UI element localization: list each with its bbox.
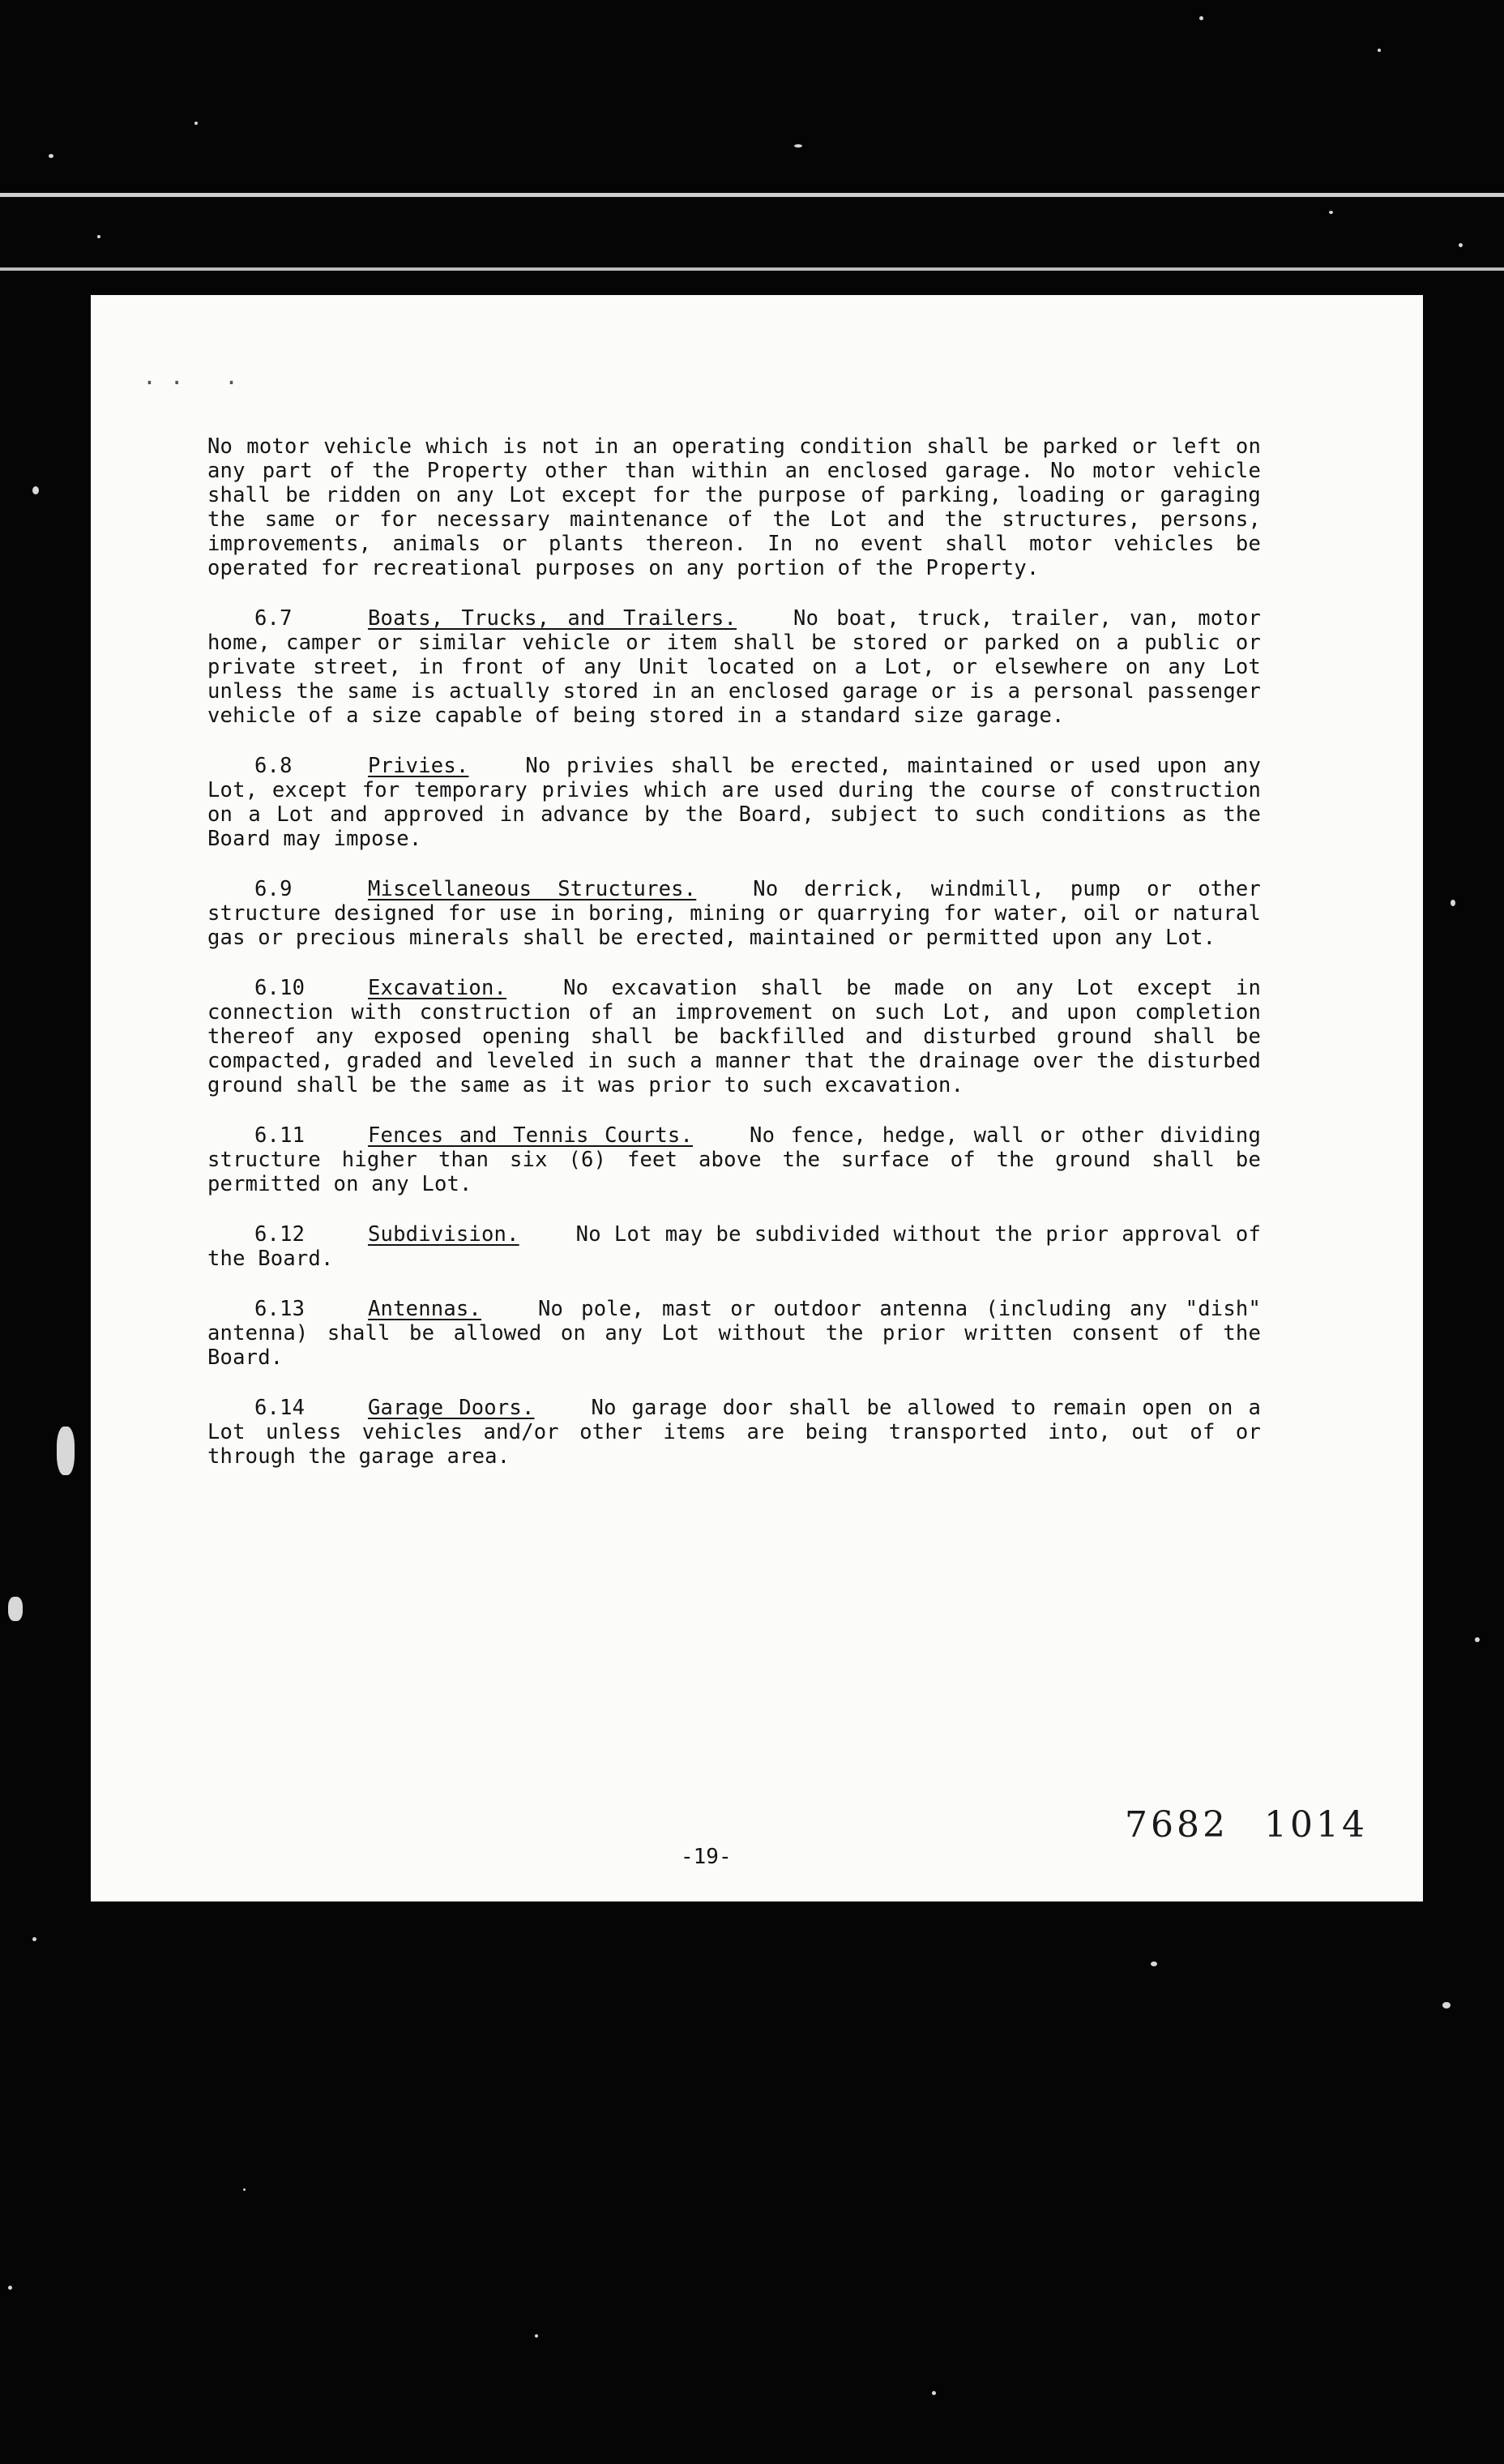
scan-artifact-line [0, 267, 1504, 271]
section-6-13 [207, 1297, 1261, 1370]
section-text: No Lot may be subdivided without the prior approval of the Board. [207, 1222, 1261, 1271]
intro-paragraph: No motor vehicle which is not in an operating condition shall be parked or left on any part of the Property other than within an enclosed garage. No motor vehicle shall be ridden on any Lot except for the purpose of parking, loading or garaging the same or for necessary maintenance of the Lot and the structures, persons, improvements, animals or plants thereon. In no event shall motor vehicles be operated for recreational purposes on any portion of the Property. [207, 434, 1261, 580]
section-heading: Subdivision. [368, 1222, 519, 1247]
section-6-8 [207, 754, 1261, 851]
section-6-7 [207, 606, 1261, 728]
section-heading: Miscellaneous Structures. [368, 877, 697, 901]
section-6-12 [207, 1222, 1261, 1271]
section-text: No excavation shall be made on any Lot except in connection with construction of an improvement on such Lot, and upon completion thereof any exposed opening shall be backfilled and disturbed ground shall be compacted, graded and leveled in such a manner that the drainage over the disturbed ground shall be the same as it was prior to such excavation. [207, 976, 1261, 1097]
scan-artifact-line [0, 193, 1504, 197]
section-text: No fence, hedge, wall or other dividing structure higher than six (6) feet above the surface of the ground shall be permitted on any Lot. [207, 1123, 1261, 1196]
section-number: 6.11 [254, 1123, 306, 1148]
section-text: No derrick, windmill, pump or other structure designed for use in boring, mining or quarrying for water, oil or natural gas or precious minerals shall be erected, maintained or permitted upon any Lot. [207, 877, 1261, 950]
section-number: 6.12 [254, 1222, 306, 1247]
section-text: No boat, truck, trailer, van, motor home, camper or similar vehicle or item shall be stored or parked on a public or private street, in front of any Unit located on a Lot, or elsewhere on any Lot unless the same is actually stored in an enclosed garage or is a personal passenger vehicle of a size capable of being stored in a standard size garage. [207, 606, 1261, 728]
section-number: 6.7 [254, 606, 293, 631]
section-heading: Boats, Trucks, and Trailers. [368, 606, 737, 631]
recording-page: 1014 [1263, 1804, 1368, 1846]
page-number: -19- [681, 1845, 732, 1869]
section-text: No pole, mast or outdoor antenna (including any "dish" antenna) shall be allowed on any Lot without the prior written consent of the Board. [207, 1297, 1261, 1370]
document-body [207, 434, 1261, 1495]
section-number: 6.14 [254, 1396, 306, 1420]
section-heading: Excavation. [368, 976, 507, 1000]
section-heading: Fences and Tennis Courts. [368, 1123, 694, 1148]
recording-stamp [1125, 1804, 1404, 1846]
margin-marks: . . . [143, 363, 239, 390]
section-text: No privies shall be erected, maintained or used upon any Lot, except for temporary privies which are used during the course of construction on a Lot and approved in advance by the Board, subject to such conditions as the Board may impose. [207, 754, 1261, 851]
section-heading: Antennas. [368, 1297, 481, 1321]
section-number: 6.10 [254, 976, 306, 1000]
section-text: No garage door shall be allowed to remain open on a Lot unless vehicles and/or other items are being transported into, out of or through the garage area. [207, 1396, 1261, 1469]
recording-book: 7682 [1125, 1804, 1228, 1846]
section-6-10 [207, 976, 1261, 1097]
section-number: 6.9 [254, 877, 293, 901]
section-heading: Privies. [368, 754, 469, 778]
section-number: 6.8 [254, 754, 293, 778]
section-number: 6.13 [254, 1297, 306, 1321]
section-heading: Garage Doors. [368, 1396, 535, 1420]
section-6-14 [207, 1396, 1261, 1469]
section-6-9 [207, 877, 1261, 950]
section-6-11 [207, 1123, 1261, 1196]
